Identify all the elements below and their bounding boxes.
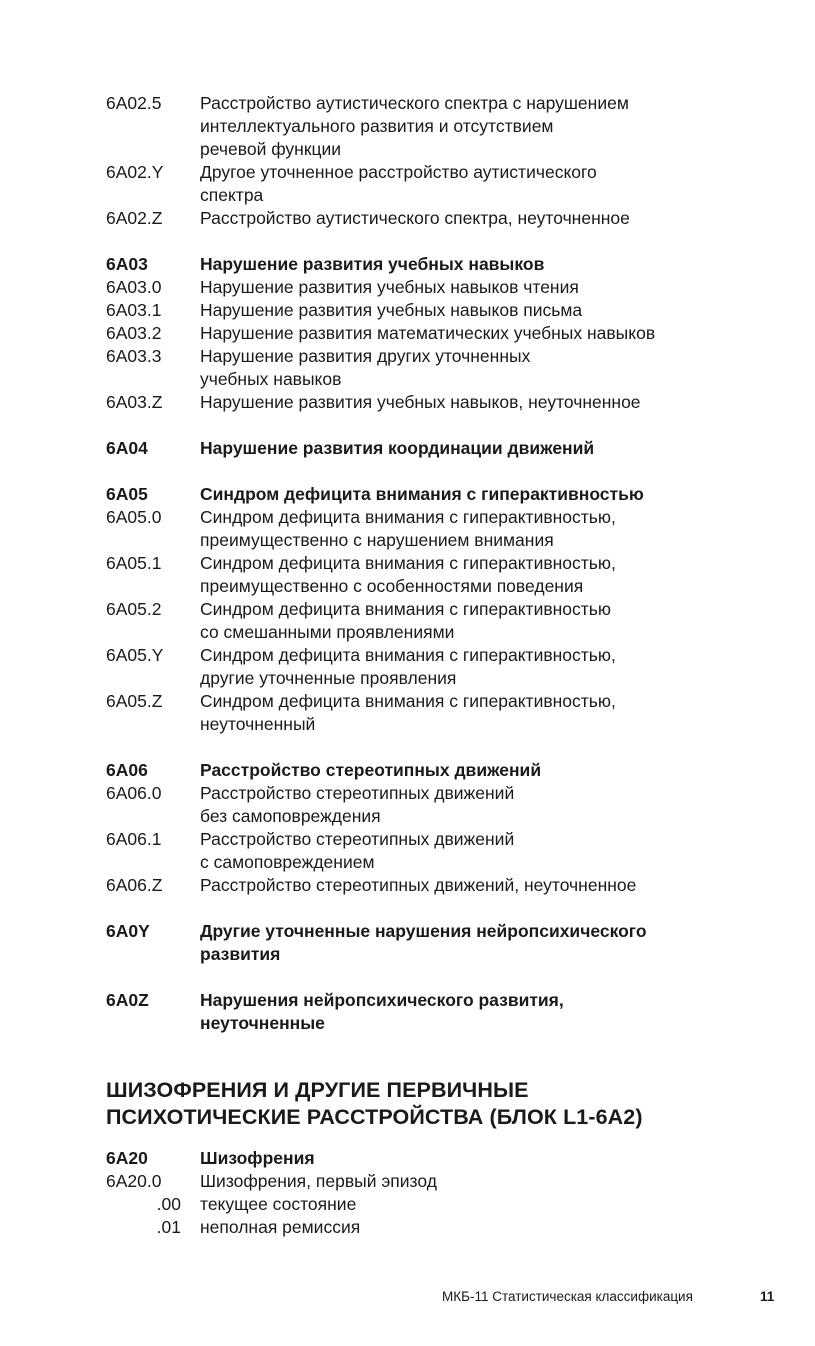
entry-text: Нарушение развития математических учебных навыков [200, 323, 656, 343]
entry-text-line: без самоповреждения [200, 806, 381, 826]
entry-6A05-1 [106, 552, 746, 598]
entry-6A03-Z [106, 391, 746, 414]
entry-text: Расстройство стереотипных движений, неуточненное [200, 875, 637, 895]
entry-text-line: Синдром дефицита внимания с гиперактивностью, [200, 645, 616, 665]
entry-6A05-Z [106, 690, 746, 736]
entry-code: 6A03.0 [106, 277, 162, 297]
entry-text-line: Синдром дефицита внимания с гиперактивностью [200, 599, 612, 619]
heading-code: 6A03 [106, 254, 148, 274]
entry-text-line: Расстройство аутистического спектра с нарушением [200, 93, 629, 113]
subentry-00 [106, 1193, 746, 1216]
entry-6A02-5 [106, 92, 746, 161]
entry-text-line: Нарушение развития других уточненных [200, 346, 531, 366]
entry-code: 6A03.2 [106, 323, 162, 343]
entry-text-line: интеллектуального развития и отсутствием [200, 116, 554, 136]
heading-text [200, 920, 746, 966]
entry-text-line: речевой функции [200, 139, 342, 159]
entry-code: 6A03.3 [106, 346, 162, 366]
entry-code: 6A06.1 [106, 829, 162, 849]
entry-text-line: Расстройство стереотипных движений [200, 829, 515, 849]
entry-6A06-0 [106, 782, 746, 828]
entry-text [200, 828, 746, 874]
entry-text [200, 598, 746, 644]
heading-6A20 [106, 1147, 746, 1170]
entry-text: Нарушение развития учебных навыков письма [200, 300, 583, 320]
entry-6A02-Z [106, 207, 746, 230]
entry-code: 6A06.Z [106, 875, 163, 895]
entry-6A06-Z [106, 874, 746, 897]
entry-code: 6A02.Z [106, 208, 163, 228]
entry-code: 6A05.0 [106, 507, 162, 527]
heading-6A04 [106, 437, 746, 460]
entry-text [200, 506, 746, 552]
entry-text [200, 207, 746, 230]
entry-text-line: спектра [200, 185, 264, 205]
entry-text-line: Расстройство стереотипных движений [200, 783, 515, 803]
heading-code: 6A04 [106, 438, 148, 458]
entry-6A05-2 [106, 598, 746, 644]
entry-text-line: другие уточненные проявления [200, 668, 457, 688]
entry-text-line: преимущественно с особенностями поведения [200, 576, 584, 596]
heading-text-line: неуточненные [200, 1013, 325, 1033]
entry-text-line: Синдром дефицита внимания с гиперактивностью, [200, 507, 616, 527]
block-title-line: ШИЗОФРЕНИЯ И ДРУГИЕ ПЕРВИЧНЫЕ [106, 1078, 529, 1102]
entry-text-line: со смешанными проявлениями [200, 622, 455, 642]
entry-6A03-1 [106, 299, 746, 322]
heading-6A05 [106, 483, 746, 506]
heading-6A0Y [106, 920, 746, 966]
heading-6A0Z [106, 989, 746, 1035]
entry-6A05-0 [106, 506, 746, 552]
entry-text [200, 690, 746, 736]
entry-code: 6A05.Y [106, 645, 164, 665]
entry-6A02-Y [106, 161, 746, 207]
entry-text [200, 644, 746, 690]
entry-code: 6A02.5 [106, 93, 162, 113]
entry-text [200, 161, 746, 207]
entry-text: Шизофрения, первый эпизод [200, 1171, 437, 1191]
entry-code: 6A06.0 [106, 783, 162, 803]
heading-code: 6A05 [106, 484, 148, 504]
entry-code: 6A20.0 [106, 1171, 162, 1191]
entry-code: 6A03.1 [106, 300, 162, 320]
entry-text-line: учебных навыков [200, 369, 342, 389]
entry-text-line: неуточненный [200, 714, 316, 734]
block-title [106, 1077, 746, 1131]
entry-text-line: Расстройство аутистического спектра, неуточненное [200, 208, 630, 228]
entry-text: Нарушение развития учебных навыков чтения [200, 277, 579, 297]
entry-code: 6A05.2 [106, 599, 162, 619]
heading-text: Шизофрения [200, 1148, 315, 1168]
entry-text [200, 345, 746, 391]
entry-6A05-Y [106, 644, 746, 690]
entry-6A06-1 [106, 828, 746, 874]
subentry-code: .00 [156, 1194, 181, 1214]
subentry-code: .01 [156, 1217, 181, 1237]
entry-code: 6A05.Z [106, 691, 163, 711]
entry-6A03-0 [106, 276, 746, 299]
heading-text-line: развития [200, 944, 281, 964]
entry-6A20-0 [106, 1170, 746, 1193]
heading-code: 6A0Z [106, 990, 149, 1010]
subentry-text: неполная ремиссия [200, 1217, 361, 1237]
subentry-text: текущее состояние [200, 1194, 357, 1214]
heading-code: 6A0Y [106, 921, 150, 941]
heading-code: 6A06 [106, 760, 148, 780]
heading-text [200, 989, 746, 1035]
heading-text: Синдром дефицита внимания с гиперактивностью [200, 484, 644, 504]
heading-6A03 [106, 253, 746, 276]
subentry-01 [106, 1216, 746, 1239]
entry-text-line: с самоповреждением [200, 852, 375, 872]
heading-text-line: Другие уточненные нарушения нейропсихического [200, 921, 647, 941]
heading-text: Нарушение развития учебных навыков [200, 254, 545, 274]
entry-text [200, 92, 746, 161]
entry-text-line: Другое уточненное расстройство аутистического [200, 162, 597, 182]
classification-list [106, 92, 746, 1239]
entry-code: 6A05.1 [106, 553, 162, 573]
heading-text-line: Нарушения нейропсихического развития, [200, 990, 564, 1010]
page-number: 11 [760, 1289, 775, 1304]
heading-code: 6A20 [106, 1148, 148, 1168]
entry-text-line: Синдром дефицита внимания с гиперактивностью, [200, 691, 616, 711]
entry-code: 6A03.Z [106, 392, 163, 412]
block-title-line: ПСИХОТИЧЕСКИЕ РАССТРОЙСТВА (БЛОК L1-6A2) [106, 1105, 643, 1129]
entry-text-line: Синдром дефицита внимания с гиперактивностью, [200, 553, 616, 573]
heading-6A06 [106, 759, 746, 782]
entry-text-line: преимущественно с нарушением внимания [200, 530, 554, 550]
footer-title: МКБ-11 Статистическая классификация [442, 1289, 693, 1304]
entry-code: 6A02.Y [106, 162, 164, 182]
heading-text: Нарушение развития координации движений [200, 438, 595, 458]
heading-text: Расстройство стереотипных движений [200, 760, 542, 780]
entry-text: Нарушение развития учебных навыков, неуточненное [200, 392, 641, 412]
entry-text [200, 782, 746, 828]
entry-6A03-2 [106, 322, 746, 345]
entry-6A03-3 [106, 345, 746, 391]
entry-text [200, 552, 746, 598]
